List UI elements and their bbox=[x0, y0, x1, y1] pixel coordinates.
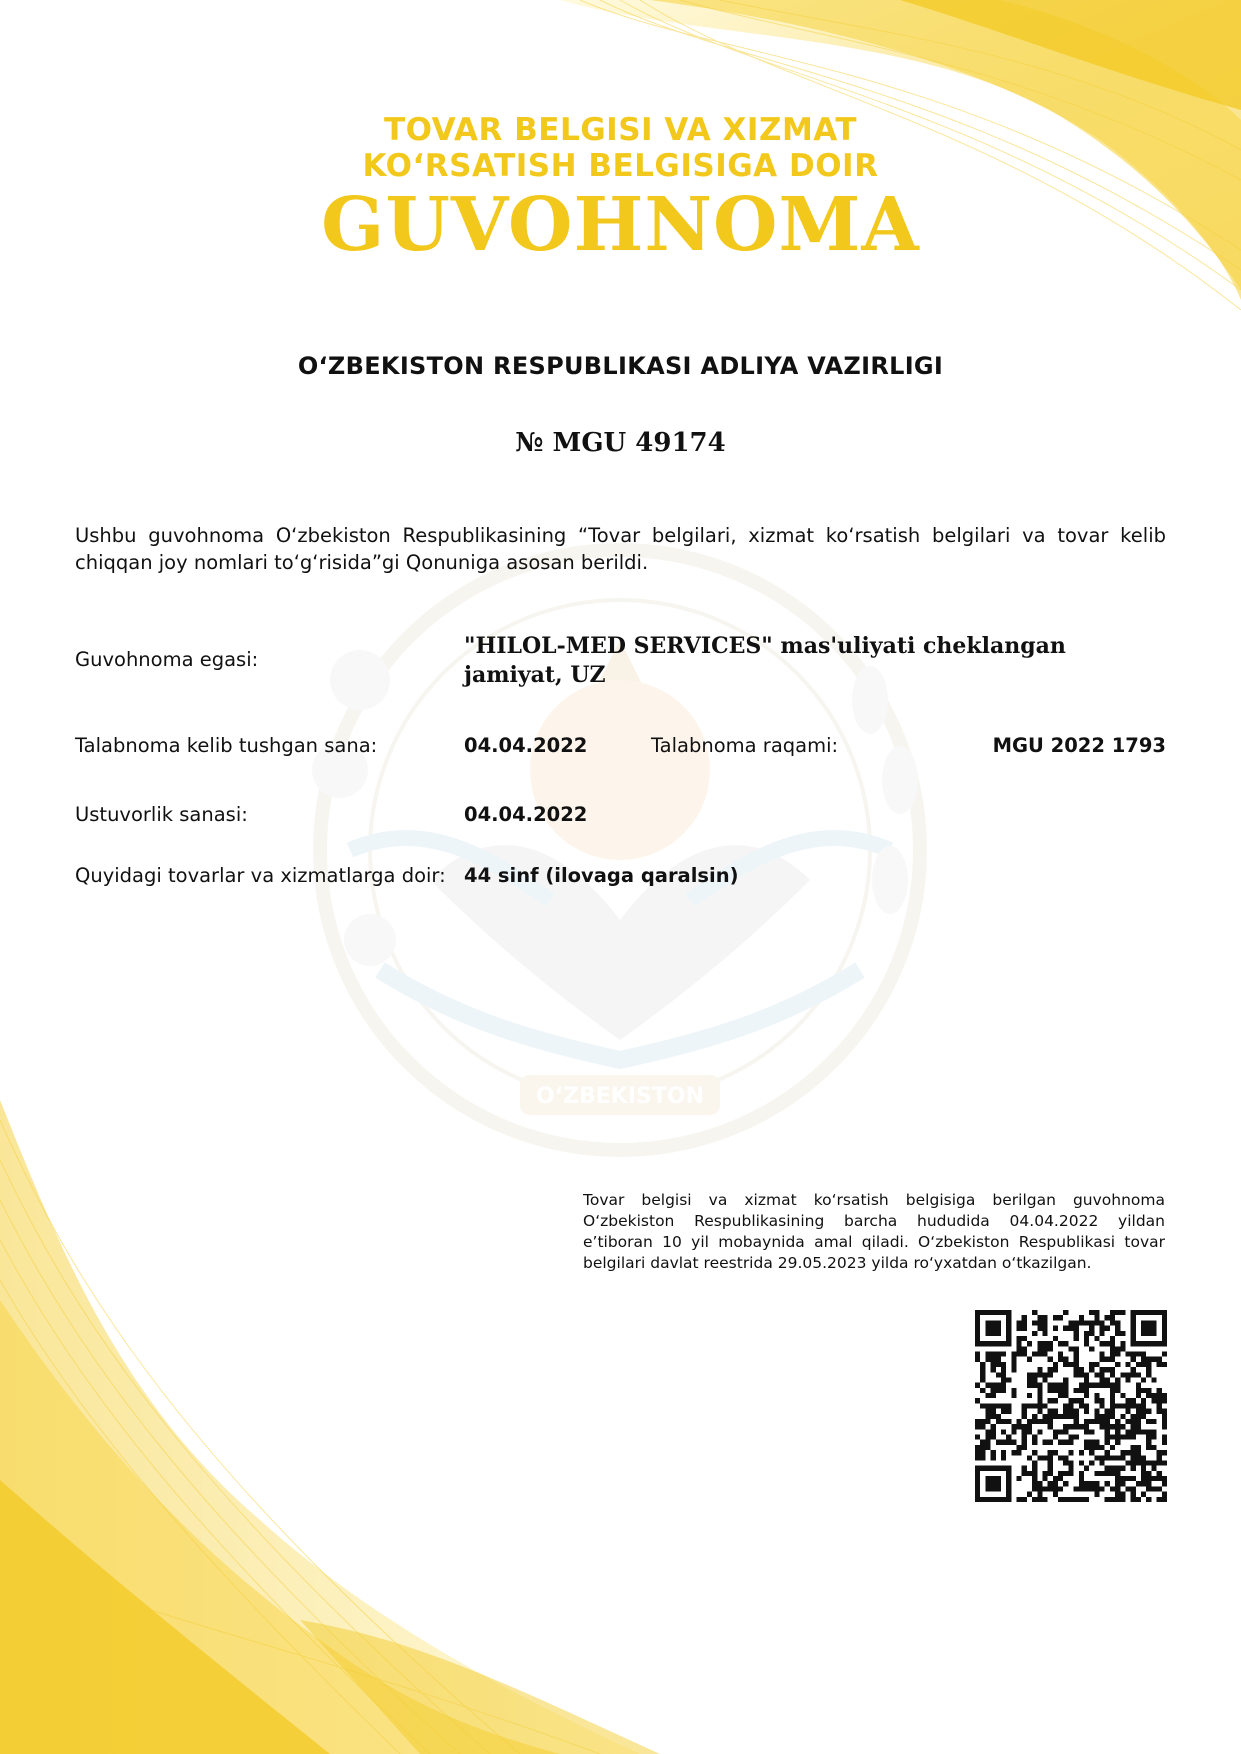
certificate-number: № MGU 49174 bbox=[515, 428, 726, 458]
qr-code-icon bbox=[975, 1310, 1167, 1502]
priority-date-value: 04.04.2022 bbox=[464, 803, 588, 826]
ministry-name: O‘ZBEKISTON RESPUBLIKASI ADLIYA VAZIRLIGI bbox=[297, 352, 944, 380]
application-number-label: Talabnoma raqami: bbox=[651, 734, 839, 757]
owner-label: Guvohnoma egasi: bbox=[75, 648, 259, 671]
application-number-value: MGU 2022 1793 bbox=[992, 734, 1166, 757]
header-line-2: KO‘RSATISH BELGISIGA DOIR bbox=[362, 148, 879, 184]
intro-paragraph: Ushbu guvohnoma O‘zbekiston Respublikasining “Tovar belgilari, xizmat ko‘rsatish belgilari va tovar kelib chiqqan joy nomlari to‘g‘risida”gi Qonuniga asosan berildi. bbox=[75, 524, 1166, 574]
document-title: GUVOHNOMA bbox=[321, 182, 920, 268]
header-line-1: TOVAR BELGISI VA XIZMAT bbox=[383, 112, 858, 148]
application-date-value: 04.04.2022 bbox=[464, 734, 588, 757]
owner-value: "HILOL-MED SERVICES" mas'uliyati cheklangan jamiyat, UZ bbox=[464, 633, 1066, 688]
validity-note: Tovar belgisi va xizmat ko‘rsatish belgisiga berilgan guvohnoma O‘zbekiston Respublikasining barcha hududida 04.04.2022 yildan e’tiboran 10 yil mobaynida amal qiladi. O‘zbekiston Respublikasi tovar belgilari davlat reestrida 29.05.2023 yilda ro‘yxatdan o‘tkazilgan. bbox=[583, 1191, 1165, 1272]
goods-services-label: Quyidagi tovarlar va xizmatlarga doir: bbox=[75, 864, 446, 887]
priority-date-label: Ustuvorlik sanasi: bbox=[75, 803, 248, 826]
svg-text:O‘ZBEKISTON: O‘ZBEKISTON bbox=[535, 1084, 705, 1109]
application-date-label: Talabnoma kelib tushgan sana: bbox=[75, 734, 378, 757]
goods-services-value: 44 sinf (ilovaga qaralsin) bbox=[464, 864, 739, 887]
